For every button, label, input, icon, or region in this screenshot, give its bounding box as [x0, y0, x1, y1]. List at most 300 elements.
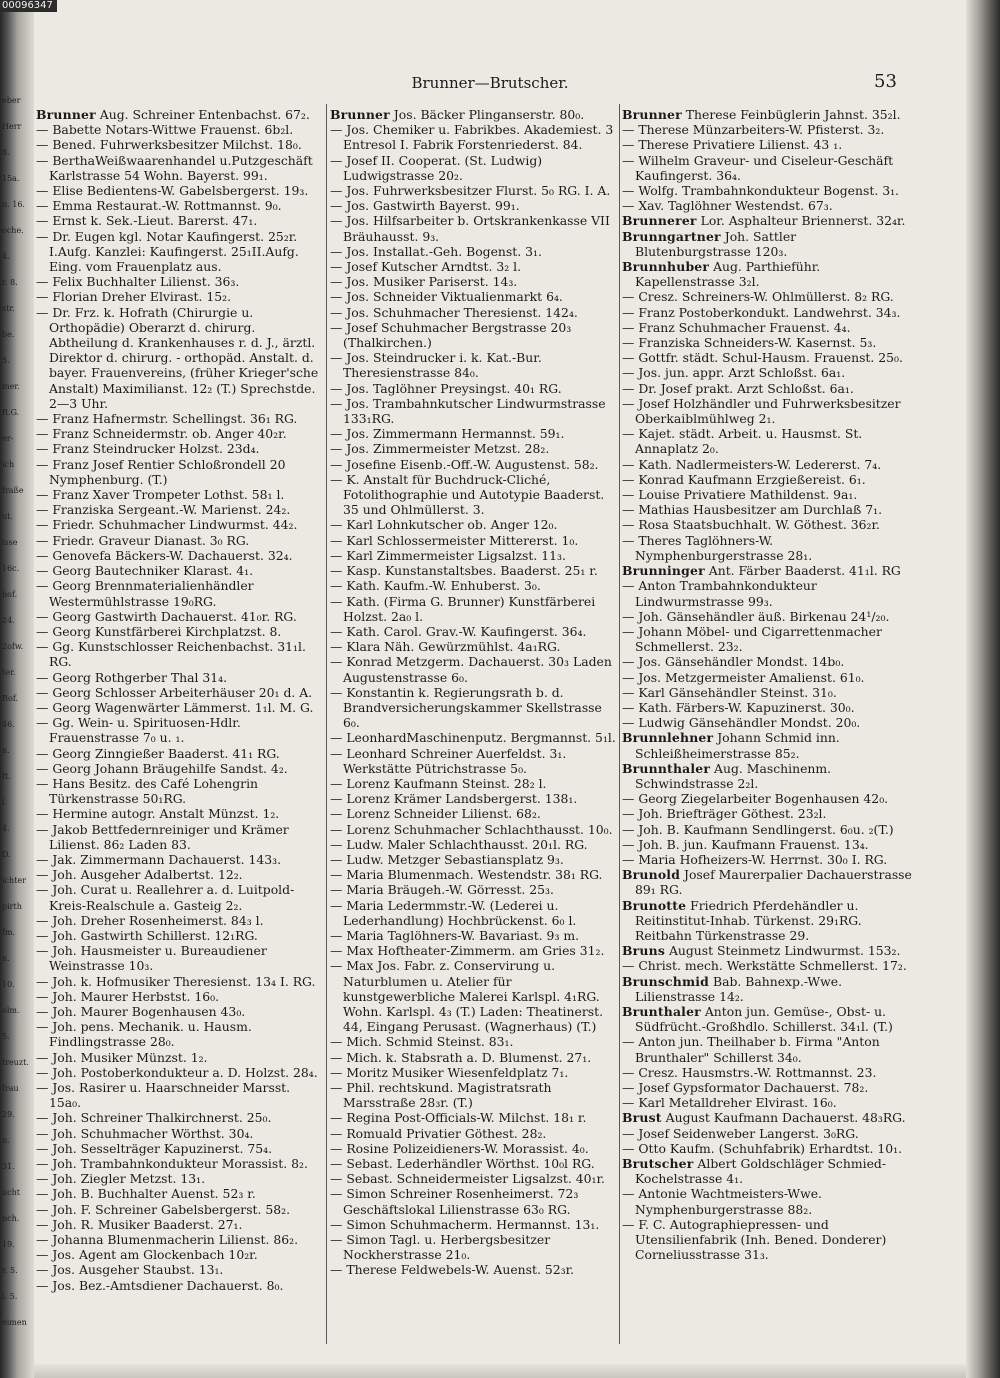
- edge-fragment: 10.: [2, 980, 15, 989]
- directory-entry: [330, 289, 620, 304]
- entry-text: — Josef Schuhmacher Bergstrasse 20₃ (Thalkirchen.): [330, 319, 572, 351]
- directory-entry: [622, 867, 912, 897]
- directory-entry: [36, 913, 326, 928]
- entry-surname: Brunthaler: [622, 1003, 701, 1019]
- directory-entry: [622, 335, 912, 350]
- entry-text: — Maria Blumenmach. Westendstr. 38₁ RG.: [330, 867, 603, 883]
- directory-entry: [330, 1050, 620, 1065]
- directory-entry: [330, 563, 620, 578]
- directory-entry: [330, 350, 620, 380]
- entry-text: — Dr. Frz. k. Hofrath (Chirurgie u. Orthopädie) Oberarzt d. chirurg. Abtheilung d. Krankenhauses r. d. J., ärztl. Direktor d. chirurg. - orthopäd. Anstalt. d. bayer. Frauenvereins, (früher Krieger'sche Anstalt) Maximilianst. 12₂ (T.) Sprechstde. 2—3 Uhr.: [36, 304, 319, 411]
- directory-entry: [622, 289, 912, 304]
- edge-fragment: i. 5.: [2, 1292, 18, 1301]
- entry-text: Johann Schmid inn. Schleißheimerstrasse 85₂.: [635, 730, 840, 761]
- edge-fragment: treuzt.: [2, 1058, 29, 1067]
- entry-surname: Brunold: [622, 867, 681, 883]
- directory-entry: [622, 533, 912, 563]
- entry-text: — Josef II. Cooperat. (St. Ludwig) Ludwigstrasse 20₂.: [330, 152, 543, 183]
- directory-entry: [622, 183, 912, 198]
- entry-text: — Christ. mech. Werkstätte Schmellerst. 17₂.: [622, 958, 907, 974]
- directory-entry: [36, 1141, 326, 1156]
- directory-entry: [330, 213, 620, 243]
- directory-entry: [330, 426, 620, 441]
- column-1: [36, 107, 326, 1367]
- directory-entry: [36, 882, 326, 912]
- directory-entry: [36, 137, 326, 152]
- entry-text: — Jos. Hilfsarbeiter b. Ortskrankenkasse VII Bräuhausst. 9₃.: [330, 213, 610, 244]
- entry-surname: Brunotte: [622, 897, 687, 913]
- directory-entry: [330, 472, 620, 518]
- edge-fragment: 15a.: [2, 174, 20, 183]
- column-rule: [326, 104, 327, 1344]
- entry-text: — Lorenz Krämer Landsbergerst. 138₁.: [330, 791, 578, 807]
- entry-text: — Karl Zimmermeister Ligsalzst. 11₃.: [330, 547, 566, 563]
- entry-text: — Joh. B. Buchhalter Auenst. 52₃ r.: [36, 1186, 256, 1202]
- entry-text: — Xav. Taglöhner Westendst. 67₃.: [622, 198, 833, 214]
- edge-fragment: pirth: [2, 902, 22, 911]
- entry-text: — Joh. F. Schreiner Gabelsbergerst. 58₂.: [36, 1201, 291, 1217]
- entry-text: — Jos. Ausgeher Staubst. 13₁.: [36, 1262, 224, 1278]
- directory-entry: [330, 1065, 620, 1080]
- entry-text: — Joh. pens. Mechanik. u. Hausm. Findlingstrasse 28₀.: [36, 1019, 252, 1050]
- edge-fragment: eber: [2, 96, 21, 105]
- entry-text: — Joh. Ziegler Metzst. 13₁.: [36, 1171, 206, 1187]
- entry-text: Anton jun. Gemüse-, Obst- u. Südfrücht.-Großhdlo. Schillerst. 34₁l. (T.): [635, 1003, 893, 1035]
- directory-entry: [36, 974, 326, 989]
- entry-text: — BerthaWeißwaarenhandel u.Putzgeschäft Karlstrasse 54 Wohn. Bayerst. 99₁.: [36, 152, 313, 183]
- directory-entry: [36, 1004, 326, 1019]
- edge-fragment: 16c.: [2, 564, 20, 573]
- directory-entry: [36, 852, 326, 867]
- entry-text: — Kasp. Kunstanstaltsbes. Baaderst. 25₁ r.: [330, 563, 598, 579]
- directory-entry: [622, 806, 912, 821]
- entry-text: — Konrad Kaufmann Erzgießereist. 6₁.: [622, 471, 866, 487]
- directory-entry: [622, 974, 912, 1004]
- directory-entry: [622, 1110, 912, 1125]
- directory-entry: [622, 898, 912, 944]
- entry-text: — Mathias Hausbesitzer am Durchlaß 7₁.: [622, 502, 883, 518]
- directory-entry: [36, 806, 326, 821]
- entry-text: August Steinmetz Lindwurmst. 153₂.: [665, 943, 901, 959]
- directory-entry: [622, 1065, 912, 1080]
- directory-entry: [622, 122, 912, 137]
- edge-fragment: Herr: [2, 122, 22, 131]
- entry-text: — Gottfr. städt. Schul-Hausm. Frauenst. 25₀.: [622, 350, 903, 366]
- entry-text: — Simon Tagl. u. Herbergsbesitzer Nockherstrasse 21₀.: [330, 1232, 551, 1263]
- edge-fragment: oche.: [2, 226, 24, 235]
- entry-text: — Gg. Kunstschlosser Reichenbachst. 31₁l. RG.: [36, 639, 306, 670]
- entry-text: — Romuald Privatier Göthest. 28₂.: [330, 1125, 547, 1141]
- entry-text: — Jos. jun. appr. Arzt Schloßst. 6a₁.: [622, 365, 846, 381]
- entry-text: — Anton Trambahnkondukteur Lindwurmstrasse 99₃.: [622, 578, 817, 609]
- directory-entry: [36, 867, 326, 882]
- left-page-edge: [0, 0, 34, 1378]
- directory-entry: [36, 289, 326, 304]
- entry-text: — Johann Möbel- und Cigarrettenmacher Schmellerst. 23₂.: [622, 623, 882, 655]
- edge-fragment: hof.: [2, 590, 18, 599]
- directory-entry: [36, 685, 326, 700]
- directory-entry: [330, 1232, 620, 1262]
- entry-text: — LeonhardMaschinenputz. Bergmannst. 5₁l.: [330, 730, 616, 746]
- entry-text: — Joh. Musiker Münzst. 1₂.: [36, 1049, 208, 1065]
- entry-text: — Josef Seidenweber Langerst. 3₀RG.: [622, 1125, 859, 1141]
- directory-entry: [622, 624, 912, 654]
- entry-surname: Brunngartner: [622, 228, 721, 244]
- entry-text: — Ludw. Metzger Sebastiansplatz 9₃.: [330, 851, 564, 867]
- directory-entry: [330, 928, 620, 943]
- entry-text: — Kath. Kaufm.-W. Enhuberst. 3₀.: [330, 578, 541, 594]
- directory-entry: [330, 1110, 620, 1125]
- entry-text: — Jos. Zimmermann Hermannst. 59₁.: [330, 426, 565, 442]
- edge-fragment: ut.: [2, 512, 13, 521]
- directory-entry: [330, 898, 620, 928]
- column-3: [622, 107, 912, 1367]
- entry-text: — Jos. Taglöhner Preysingst. 40₁ RG.: [330, 380, 562, 396]
- entry-text: — Max Jos. Fabr. z. Conservirung u. Naturblumen u. Atelier für kunstgewerbliche Malerei Karlspl. 4₁RG. Wohn. Karlspl. 4₃ (T.) Laden: Theatinerst. 44, Eingang Perusast. (Wagnerhaus) (T.): [330, 958, 604, 1035]
- directory-entry: [622, 1126, 912, 1141]
- entry-text: — Kajet. städt. Arbeit. u. Hausmst. St. Annaplatz 2₀.: [622, 426, 863, 457]
- edge-fragment: Rof.: [2, 694, 19, 703]
- directory-entry: [36, 502, 326, 517]
- directory-entry: [36, 1019, 326, 1049]
- edge-fragment: be.: [2, 330, 15, 339]
- edge-fragment: isse: [2, 538, 18, 547]
- entry-text: — Jos. Rasirer u. Haarschneider Marsst. 15a₀.: [36, 1080, 291, 1111]
- directory-entry: [330, 746, 620, 776]
- entry-text: — Josef Kutscher Arndtst. 3₂ l.: [330, 259, 522, 275]
- directory-entry: [622, 715, 912, 730]
- directory-entry: [36, 1186, 326, 1201]
- directory-entry: [330, 578, 620, 593]
- directory-entry: [622, 791, 912, 806]
- entry-text: — Leonhard Schreiner Auerfeldst. 3₁. Werkstätte Pütrichstrasse 5₀.: [330, 745, 567, 776]
- directory-entry: [36, 822, 326, 852]
- directory-entry: [622, 1080, 912, 1095]
- entry-text: — Johanna Blumenmacherin Lilienst. 86₂.: [36, 1232, 299, 1248]
- directory-entry: [330, 533, 620, 548]
- entry-text: Joh. Sattler Blutenburgstrasse 120₃.: [635, 228, 797, 259]
- entry-text: — Therese Münzarbeiters-W. Pfisterst. 3₂.: [622, 122, 885, 138]
- entry-text: — Maria Taglöhners-W. Bavariast. 9₃ m.: [330, 927, 580, 943]
- entry-text: — Jos. Agent am Glockenbach 10₂r.: [36, 1247, 258, 1263]
- entry-text: — Joh. Curat u. Reallehrer a. d. Luitpold-Kreis-Realschule a. Gasteig 2₂.: [36, 882, 295, 913]
- directory-entry: [622, 837, 912, 852]
- directory-entry: [36, 1247, 326, 1262]
- entry-text: — Regina Post-Officials-W. Milchst. 18₁ r.: [330, 1110, 587, 1126]
- entry-text: — Felix Buchhalter Lilienst. 36₃.: [36, 274, 240, 290]
- edge-fragment: 29.: [2, 1110, 15, 1119]
- directory-entry: [330, 867, 620, 882]
- entry-text: — Jos. Musiker Pariserst. 14₃.: [330, 274, 518, 290]
- directory-entry: [330, 1262, 620, 1277]
- entry-text: — Jos. Fuhrwerksbesitzer Flurst. 5₀ RG. I. A.: [330, 183, 611, 199]
- directory-entry: [36, 457, 326, 487]
- directory-entry: [36, 153, 326, 183]
- directory-entry: [330, 1186, 620, 1216]
- entry-text: — Franziska Schneiders-W. Kasernst. 5₃.: [622, 335, 877, 351]
- edge-fragment: olm.: [2, 1006, 20, 1015]
- entry-text: — Ernst k. Sek.-Lieut. Barerst. 47₁.: [36, 213, 258, 229]
- running-header: Brunner—Brutscher.: [411, 74, 569, 92]
- entry-text: — Georg Wagenwärter Lämmerst. 1₁l. M. G.: [36, 699, 314, 715]
- entry-text: — Konrad Metzgerm. Dachauerst. 30₃ Laden Augustenstrasse 6₀.: [330, 654, 612, 685]
- directory-entry: [622, 852, 912, 867]
- entry-text: — Joh. R. Musiker Baaderst. 27₁.: [36, 1216, 243, 1232]
- entry-text: Josef Maurerpalier Dachauerstrasse 89₁ RG.: [635, 867, 912, 898]
- entry-text: — Joh. Schuhmacher Wörthst. 30₄.: [36, 1125, 254, 1141]
- entry-text: — Joh. Sesselträger Kapuzinerst. 75₄.: [36, 1140, 273, 1156]
- page-number: 53: [874, 71, 897, 92]
- entry-text: — Lorenz Schuhmacher Schlachthausst. 10₀.: [330, 821, 613, 837]
- entry-text: — Jos. Schneider Viktualienmarkt 6₄.: [330, 289, 563, 305]
- entry-text: — Hans Besitz. des Café Lohengrin Türkenstrasse 50₁RG.: [36, 775, 259, 807]
- directory-entry: [330, 122, 620, 152]
- directory-entry: [36, 305, 326, 411]
- directory-entry: [330, 517, 620, 532]
- entry-surname: Brunner: [622, 107, 682, 122]
- entry-text: — Jak. Zimmermann Dachauerst. 143₃.: [36, 851, 282, 867]
- entry-text: — Hermine autogr. Anstalt Münzst. 1₂.: [36, 806, 280, 822]
- directory-entry: [622, 229, 912, 259]
- entry-text: — Karl Metalldreher Elvirast. 16₀.: [622, 1095, 837, 1111]
- edge-fragment: er-: [2, 434, 14, 443]
- edge-fragment: 46.: [2, 720, 15, 729]
- directory-entry: [622, 472, 912, 487]
- directory-entry: [36, 989, 326, 1004]
- entry-text: — Jos. Zimmermeister Metzst. 28₂.: [330, 441, 550, 457]
- entry-text: Lor. Asphalteur Briennerst. 32₄r.: [696, 213, 906, 229]
- entry-text: — Cresz. Hausmstrs.-W. Rottmannst. 23.: [622, 1064, 877, 1080]
- directory-entry: [330, 852, 620, 867]
- directory-entry: [36, 183, 326, 198]
- directory-entry: [622, 1095, 912, 1110]
- directory-entry: [36, 670, 326, 685]
- entry-text: — Josef Gypsformator Dachauerst. 78₂.: [622, 1080, 869, 1095]
- directory-entry: [330, 320, 620, 350]
- edge-fragment: 8.: [2, 148, 10, 157]
- directory-entry: [330, 624, 620, 639]
- directory-entry: [36, 761, 326, 776]
- entry-text: — Klara Näh. Gewürzmühlst. 4a₁RG.: [330, 639, 561, 655]
- directory-entry: [36, 1110, 326, 1125]
- entry-text: — Therese Privatiere Lilienst. 43 ₁.: [622, 137, 843, 153]
- directory-entry: [330, 730, 620, 745]
- entry-text: — Louise Privatiere Mathildenst. 9a₁.: [622, 487, 858, 503]
- entry-text: Aug. Schreiner Entenbachst. 67₂.: [95, 107, 310, 122]
- entry-text: — Phil. rechtskund. Magistratsrath Marsstraße 28₃r. (T.): [330, 1080, 552, 1111]
- entry-text: — Simon Schreiner Rosenheimerst. 72₃ Geschäftslokal Lilienstrasse 63₀ RG.: [330, 1186, 579, 1217]
- edge-fragment: r. 8.: [2, 278, 18, 287]
- directory-entry: [622, 1156, 912, 1186]
- edge-fragment: n.: [2, 746, 10, 755]
- entry-text: — Joh. k. Hofmusiker Theresienst. 13₄ I. RG.: [36, 973, 316, 989]
- entry-text: — Georg Bautechniker Klarast. 4₁.: [36, 563, 254, 579]
- entry-text: — Sebast. Lederhändler Wörthst. 10₀l RG.: [330, 1156, 595, 1172]
- entry-surname: Brunner: [330, 107, 390, 122]
- entry-surname: Bruns: [622, 943, 665, 959]
- entry-text: — Konstantin k. Regierungsrath b. d. Brandversicherungskammer Skellstrasse 6₀.: [330, 684, 602, 731]
- directory-entry: [622, 396, 912, 426]
- directory-entry: [330, 1141, 620, 1156]
- entry-text: — Genovefa Bäckers-W. Dachauerst. 32₄.: [36, 547, 293, 563]
- edge-fragment: R.G.: [2, 408, 20, 417]
- directory-entry: [622, 958, 912, 973]
- entry-text: — Joh. B. Kaufmann Sendlingerst. 6₀u. ₂(T.): [622, 821, 894, 837]
- directory-entry: [36, 746, 326, 761]
- entry-text: — Jakob Bettfedernreiniger und Krämer Lilienst. 86₂ Laden 83.: [36, 821, 289, 852]
- entry-text: — Simon Schuhmacherm. Hermannst. 13₁.: [330, 1216, 600, 1232]
- entry-text: — Babette Notars-Wittwe Frauenst. 6b₂l.: [36, 122, 294, 138]
- entry-text: — Joh. Maurer Bogenhausen 43₀.: [36, 1003, 246, 1019]
- directory-entry: [36, 487, 326, 502]
- directory-entry: [330, 153, 620, 183]
- entry-text: — Maria Hofheizers-W. Herrnst. 30₀ I. RG.: [622, 851, 888, 867]
- directory-entry: [36, 1156, 326, 1171]
- directory-entry: [330, 183, 620, 198]
- entry-text: — Georg Schlosser Arbeiterhäuser 20₁ d. A.: [36, 684, 313, 700]
- directory-entry: [622, 1034, 912, 1064]
- entry-text: — Franz Steindrucker Holzst. 23d₄.: [36, 441, 260, 457]
- directory-entry: [36, 1232, 326, 1247]
- directory-entry: [330, 107, 620, 122]
- directory-entry: [622, 654, 912, 669]
- directory-entry: [36, 943, 326, 973]
- entry-text: — Joh. Schreiner Thalkirchnerst. 25₀.: [36, 1110, 272, 1126]
- entry-surname: Brust: [622, 1110, 662, 1126]
- entry-text: — F. C. Autographiepressen- und Utensilienfabrik (Inh. Bened. Donderer) Corneliusstrasse 31₃.: [622, 1216, 887, 1263]
- directory-entry: [622, 213, 912, 228]
- edge-fragment: r. 5.: [2, 1266, 18, 1275]
- directory-entry: [36, 1262, 326, 1277]
- entry-text: — Dr. Eugen kgl. Notar Kaufingerst. 25₂r. I.Aufg. Kanzlei: Kaufingerst. 25₁II.Aufg. Eing. vom Frauenplatz aus.: [36, 228, 299, 275]
- entry-text: — Cresz. Schreiners-W. Ohlmüllerst. 8₂ RG.: [622, 289, 894, 305]
- entry-text: — Anton jun. Theilhaber b. Firma "Anton Brunthaler" Schillerst 34₀.: [622, 1034, 880, 1065]
- entry-text: — Georg Gastwirth Dachauerst. 41₀r. RG.: [36, 608, 297, 624]
- entry-text: — Jos. Steindrucker i. k. Kat.-Bur. Theresienstrasse 84₀.: [330, 350, 542, 381]
- directory-entry: [36, 229, 326, 275]
- edge-fragment: l.: [2, 798, 8, 807]
- directory-entry: [36, 578, 326, 608]
- entry-text: — Therese Feldwebels-W. Auenst. 52₃r.: [330, 1262, 575, 1278]
- entry-text: — Kath. Carol. Grav.-W. Kaufingerst. 36₄.: [330, 623, 587, 639]
- entry-text: Jos. Bäcker Plinganserstr. 80₀.: [389, 107, 585, 122]
- directory-entry: [622, 487, 912, 502]
- directory-entry: [330, 654, 620, 684]
- entry-text: — Jos. Gastwirth Bayerst. 99₁.: [330, 198, 520, 214]
- entry-text: Friedrich Pferdehändler u. Reitinstitut-Inhab. Türkenst. 29₁RG. Reitbahn Türkenstrasse 29.: [635, 897, 862, 943]
- edge-fragment: 19.: [2, 1240, 15, 1249]
- entry-text: — Maria Ledermmstr.-W. (Lederei u. Lederhandlung) Hochbrückenst. 6₀ l.: [330, 897, 577, 928]
- directory-entry: [36, 548, 326, 563]
- directory-entry: [36, 1217, 326, 1232]
- entry-surname: Brunnlehner: [622, 730, 714, 746]
- entry-text: — Moritz Musiker Wiesenfeldplatz 7₁.: [330, 1064, 569, 1080]
- entry-text: — Kath. Färbers-W. Kapuzinerst. 30₀.: [622, 699, 855, 715]
- directory-entry: [330, 943, 620, 958]
- entry-text: — Georg Rothgerber Thal 31₄.: [36, 669, 228, 685]
- edge-fragment: ucht: [2, 1188, 20, 1197]
- edge-fragment: 4.: [2, 252, 10, 261]
- directory-entry: [330, 244, 620, 259]
- entry-text: — Theres Taglöhners-W. Nymphenburgerstrasse 28₁.: [622, 532, 813, 563]
- directory-entry: [330, 837, 620, 852]
- directory-entry: [622, 1004, 912, 1034]
- directory-entry: [36, 1202, 326, 1217]
- entry-text: — Franziska Sergeant.-W. Marienst. 24₂.: [36, 502, 291, 518]
- directory-entry: [36, 776, 326, 806]
- edge-fragment: 5.: [2, 356, 10, 365]
- directory-entry: [330, 259, 620, 274]
- directory-entry: [330, 1171, 620, 1186]
- entry-text: — Otto Kaufm. (Schuhfabrik) Erhardtst. 10₁.: [622, 1140, 903, 1156]
- directory-entry: [36, 107, 326, 122]
- directory-entry: [36, 928, 326, 943]
- right-page-edge: [966, 0, 1000, 1378]
- entry-text: — Franz Josef Rentier Schloßrondell 20 Nymphenburg. (T.): [36, 456, 286, 487]
- directory-entry: [330, 305, 620, 320]
- directory-entry: [622, 381, 912, 396]
- edge-fragment: str.: [2, 304, 15, 313]
- entry-text: — Mich. Schmid Steinst. 83₁.: [330, 1034, 514, 1050]
- entry-text: — Lorenz Kaufmann Steinst. 28₂ l.: [330, 775, 547, 791]
- edge-fragment: n. 16.: [2, 200, 25, 209]
- entry-text: — Joh. Trambahnkondukteur Morassist. 8₂.: [36, 1156, 308, 1172]
- entry-text: — Dr. Josef prakt. Arzt Schloßst. 6a₁.: [622, 380, 854, 396]
- edge-fragment: 5.: [2, 1032, 10, 1041]
- edge-fragment: 2ofw.: [2, 642, 24, 651]
- entry-text: — Ludwig Gänsehändler Mondst. 20₀.: [622, 715, 861, 731]
- directory-entry: [36, 198, 326, 213]
- directory-entry: [622, 350, 912, 365]
- entry-text: — Joh. Dreher Rosenheimerst. 84₃ l.: [36, 912, 264, 928]
- edge-fragment: ichter: [2, 876, 26, 885]
- directory-entry: [622, 198, 912, 213]
- directory-entry: [622, 730, 912, 760]
- entry-text: — Joh. Postoberkondukteur a. D. Holzst. 28₄.: [36, 1064, 318, 1080]
- directory-entry: [622, 517, 912, 532]
- directory-entry: [36, 715, 326, 745]
- entry-text: Therese Feinbüglerin Jahnst. 35₂l.: [681, 107, 901, 122]
- edge-fragment: mer.: [2, 382, 20, 391]
- entry-surname: Brunnthaler: [622, 760, 711, 776]
- directory-entry: [36, 609, 326, 624]
- edge-fragment: fm.: [2, 928, 16, 937]
- entry-text: — Rosine Polizeidieners-W. Morassist. 4₀.: [330, 1140, 589, 1156]
- entry-text: — Joh. Maurer Herbstst. 16₀.: [36, 988, 220, 1004]
- directory-entry: [36, 624, 326, 639]
- directory-entry: [330, 776, 620, 791]
- entry-text: — Franz Schuhmacher Frauenst. 4₄.: [622, 319, 851, 335]
- directory-entry: [36, 533, 326, 548]
- directory-entry: [622, 153, 912, 183]
- directory-entry: [622, 320, 912, 335]
- directory-entry: [622, 365, 912, 380]
- entry-text: — Georg Ziegelarbeiter Bogenhausen 42₀.: [622, 791, 889, 807]
- directory-entry: [330, 806, 620, 821]
- directory-entry: [330, 274, 620, 289]
- edge-fragment: n.: [2, 1136, 10, 1145]
- directory-entry: [330, 958, 620, 1034]
- entry-text: — Wilhelm Graveur- und Ciseleur-Geschäft Kaufingerst. 36₄.: [622, 152, 894, 183]
- entry-text: — Jos. Chemiker u. Fabrikbes. Akademiest. 3 Entresol I. Fabrik Forstenriederst. 84.: [330, 122, 614, 153]
- entry-text: — Friedr. Graveur Dianast. 3₀ RG.: [36, 532, 250, 548]
- entry-text: — Joh. Briefträger Göthest. 23₂l.: [622, 806, 827, 822]
- entry-text: — Georg Johann Bräugehilfe Sandst. 4₂.: [36, 760, 288, 776]
- directory-entry: [330, 396, 620, 426]
- entry-text: — Emma Restaurat.-W. Rottmannst. 9₀.: [36, 198, 282, 214]
- entry-text: — Jos. Metzgermeister Amalienst. 61₀.: [622, 669, 865, 685]
- entry-text: — Joh. Hausmeister u. Bureaudiener Weinstrasse 10₃.: [36, 943, 267, 974]
